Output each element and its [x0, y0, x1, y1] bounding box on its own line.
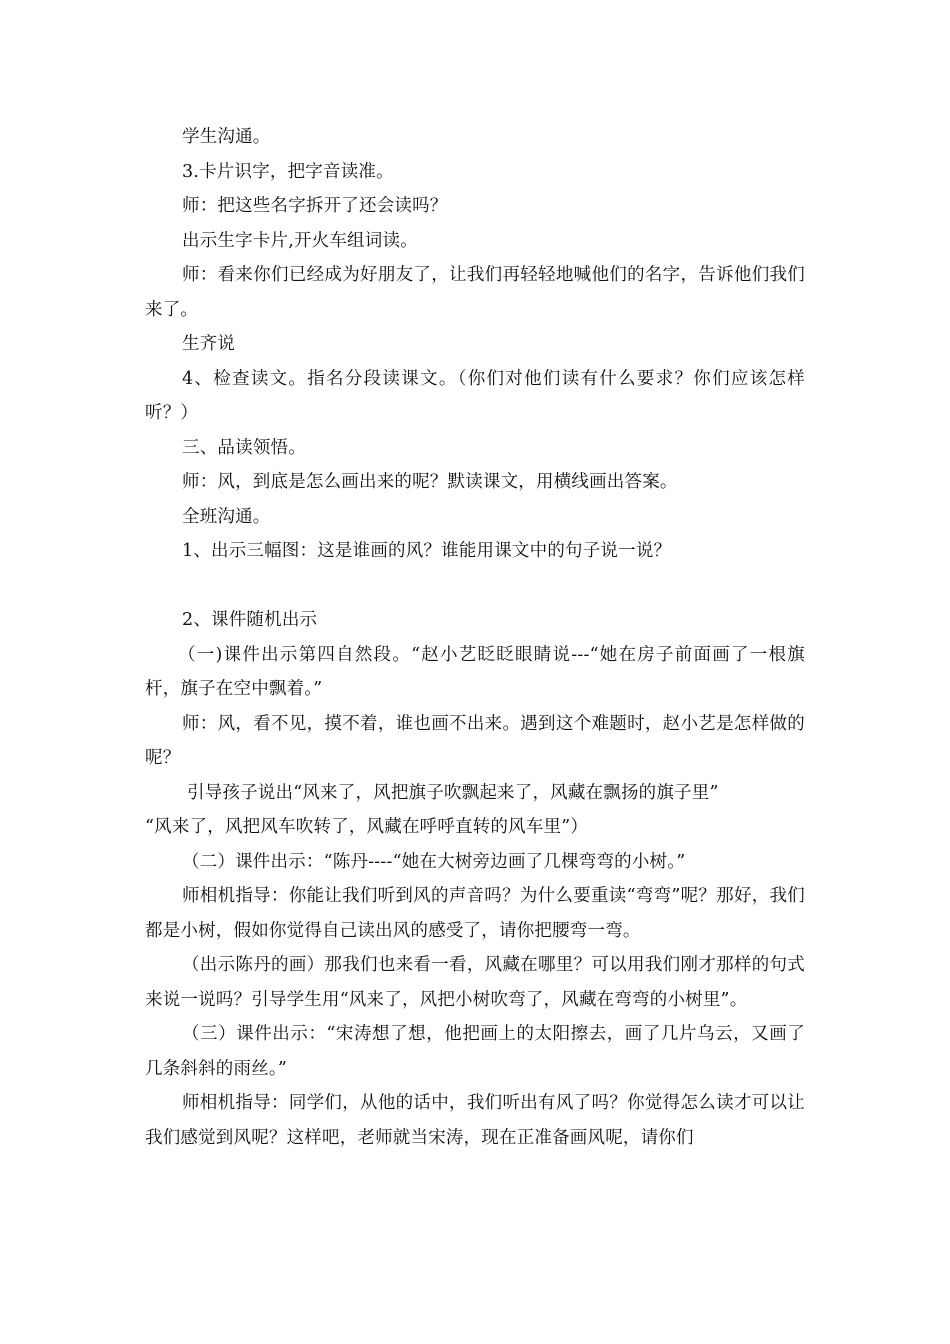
body-text [145, 120, 805, 1155]
paragraph: 生齐说 [182, 334, 236, 354]
paragraph: （出示陈丹的画）那我们也来看一看，风藏在哪里？可以用我们刚才那样的句式来说一说吗？引导学生用“风来了，风把小树吹弯了，风藏在弯弯的小树里”。 [145, 955, 805, 1010]
paragraph: 师相机指导：同学们，从他的话中，我们听出有风了吗？你觉得怎么读才可以让我们感觉到风呢？这样吧，老师就当宋涛，现在正准备画风呢，请你们 [145, 1093, 805, 1148]
blank-line [145, 569, 805, 604]
paragraph: 全班沟通。 [182, 506, 271, 527]
paragraph: 师：把这些名字拆开了还会读吗？ [182, 196, 448, 216]
paragraph: （三）课件出示：“宋涛想了想，他把画上的太阳擦去，画了几片乌云，又画了几条斜斜的雨丝。” [145, 1024, 805, 1079]
section-heading: 三、品读领悟。 [182, 437, 306, 458]
paragraph: 师：风，到底是怎么画出来的呢？默读课文，用横线画出答案。 [182, 472, 678, 492]
paragraph: 师相机指导：你能让我们听到风的声音吗？为什么要重读“弯弯”呢？那好，我们都是小树，假如你觉得自己读出风的感受了，请你把腰弯一弯。 [145, 886, 805, 941]
paragraph: （一)课件出示第四自然段。“赵小艺眨眨眼睛说---“她在房子前面画了一根旗杆，旗子在空中飘着。” [145, 644, 805, 699]
paragraph: （二）课件出示：“陈丹----“她在大树旁边画了几棵弯弯的小树。” [182, 851, 686, 872]
paragraph: 1、出示三幅图：这是谁画的风？谁能用课文中的句子说一说？ [182, 541, 672, 561]
paragraph: 学生沟通。 [182, 127, 271, 147]
paragraph: 师：看来你们已经成为好朋友了，让我们再轻轻地喊他们的名字，告诉他们我们来了。 [145, 265, 805, 320]
paragraph: 2、课件随机出示 [182, 610, 318, 630]
paragraph: 出示生字卡片,开火车组词读。 [182, 230, 418, 251]
paragraph: 引导孩子说出“风来了，风把旗子吹飘起来了，风藏在飘扬的旗子里” [187, 782, 719, 803]
paragraph: 4、检查读文。指名分段读课文。（你们对他们读有什么要求？你们应该怎样听？） [145, 368, 805, 423]
paragraph: 师：风，看不见，摸不着，谁也画不出来。遇到这个难题时，赵小艺是怎样做的呢？ [145, 713, 805, 768]
paragraph: “风来了，风把风车吹转了，风藏在呼呼直转的风车里”） [145, 817, 589, 837]
paragraph: 3.卡片识字，把字音读准。 [182, 161, 394, 182]
